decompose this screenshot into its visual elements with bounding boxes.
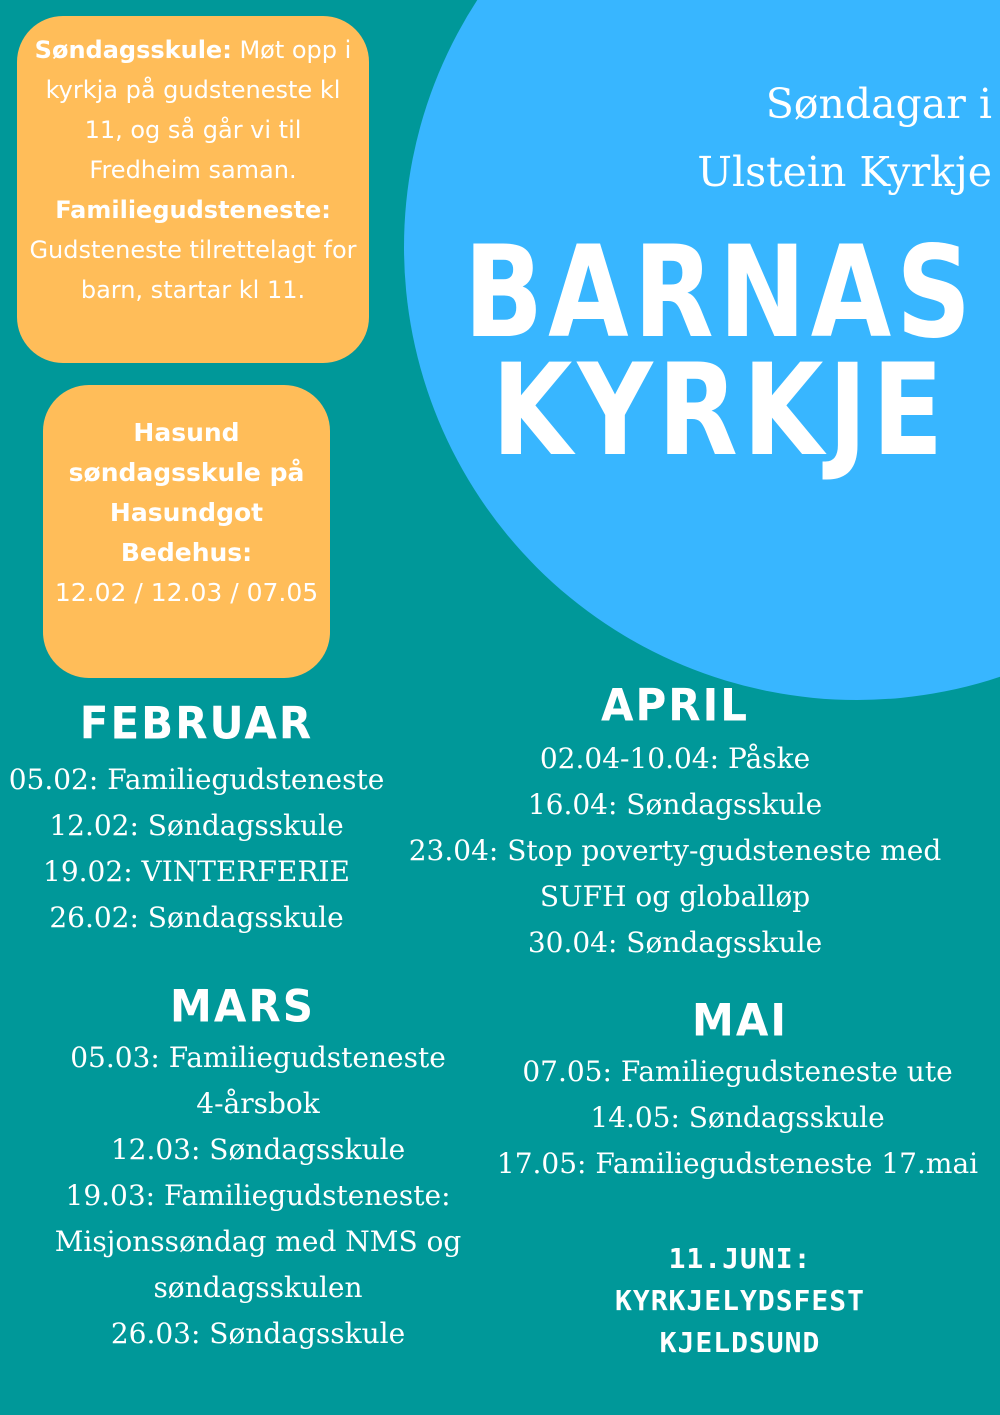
event-item: 05.03: Familiegudsteneste: [70, 1041, 446, 1074]
event-item: Misjonssøndag med NMS og: [54, 1225, 462, 1258]
month-heading-februar: FEBRUAR: [79, 697, 314, 750]
event-item: 17.05: Familiegudsteneste 17.mai: [496, 1147, 979, 1180]
event-item: 02.04-10.04: Påske: [539, 742, 811, 775]
event-item: 19.03: Familiegudsteneste:: [65, 1179, 451, 1212]
event-item: 12.03: Søndagsskule: [110, 1133, 406, 1166]
event-item: 26.03: Søndagsskule: [110, 1317, 406, 1350]
fest-location: KJELDSUND: [659, 1326, 821, 1359]
hasund-dates: 12.02 / 12.03 / 07.05: [54, 578, 319, 607]
info-text-familiegudsteneste: Gudsteneste tilrettelagt for barn, startar kl 11.: [29, 236, 357, 304]
event-item: SUFH og globalløp: [539, 880, 811, 913]
hasund-label: Hasund søndagsskule på Hasundgot Bedehus:: [68, 418, 305, 567]
month-heading-mars: MARS: [170, 980, 315, 1033]
page-title-line-2: KYRKJE: [491, 335, 949, 485]
month-heading-mai: MAI: [692, 994, 788, 1047]
subtitle-line-2: Ulstein Kyrkje: [697, 148, 992, 196]
event-item: 19.02: VINTERFERIE: [43, 855, 350, 888]
info-box-sondagsskule: [17, 16, 369, 363]
event-list-april: [380, 736, 970, 966]
info-label-familiegudsteneste: Familiegudsteneste:: [55, 196, 331, 224]
page-title-line-1: BARNAS: [463, 217, 977, 367]
info-label-sondagsskule: Søndagsskule:: [34, 36, 232, 64]
event-item: 23.04: Stop poverty-gudsteneste med: [408, 834, 942, 867]
info-box-hasund: [43, 385, 330, 678]
event-item: 4-årsbok: [196, 1087, 320, 1120]
event-list-mai: [495, 1049, 980, 1187]
fest-title: KYRKJELYDSFEST: [614, 1284, 865, 1317]
event-item: 05.02: Familiegudsteneste: [8, 763, 385, 796]
event-item: 26.02: Søndagsskule: [49, 901, 344, 934]
event-list-februar: [0, 757, 393, 941]
fest-date: 11.JUNI:: [668, 1242, 812, 1275]
event-item: søndagsskulen: [153, 1271, 363, 1304]
event-item: 30.04: Søndagsskule: [527, 926, 823, 959]
subtitle-line-1: Søndagar i: [765, 80, 992, 128]
event-item: 07.05: Familiegudsteneste ute: [522, 1055, 953, 1088]
kyrkjelydsfest-notice: [530, 1238, 950, 1364]
month-heading-april: APRIL: [600, 679, 750, 732]
event-list-mars: [38, 1035, 478, 1357]
info-text-sondagsskule: Møt opp i kyrkja på gudsteneste kl 11, og så går vi til Fredheim saman.: [45, 36, 352, 184]
event-item: 12.02: Søndagsskule: [49, 809, 344, 842]
event-item: 14.05: Søndagsskule: [590, 1101, 885, 1134]
event-item: 16.04: Søndagsskule: [527, 788, 823, 821]
subtitle: [552, 70, 992, 206]
